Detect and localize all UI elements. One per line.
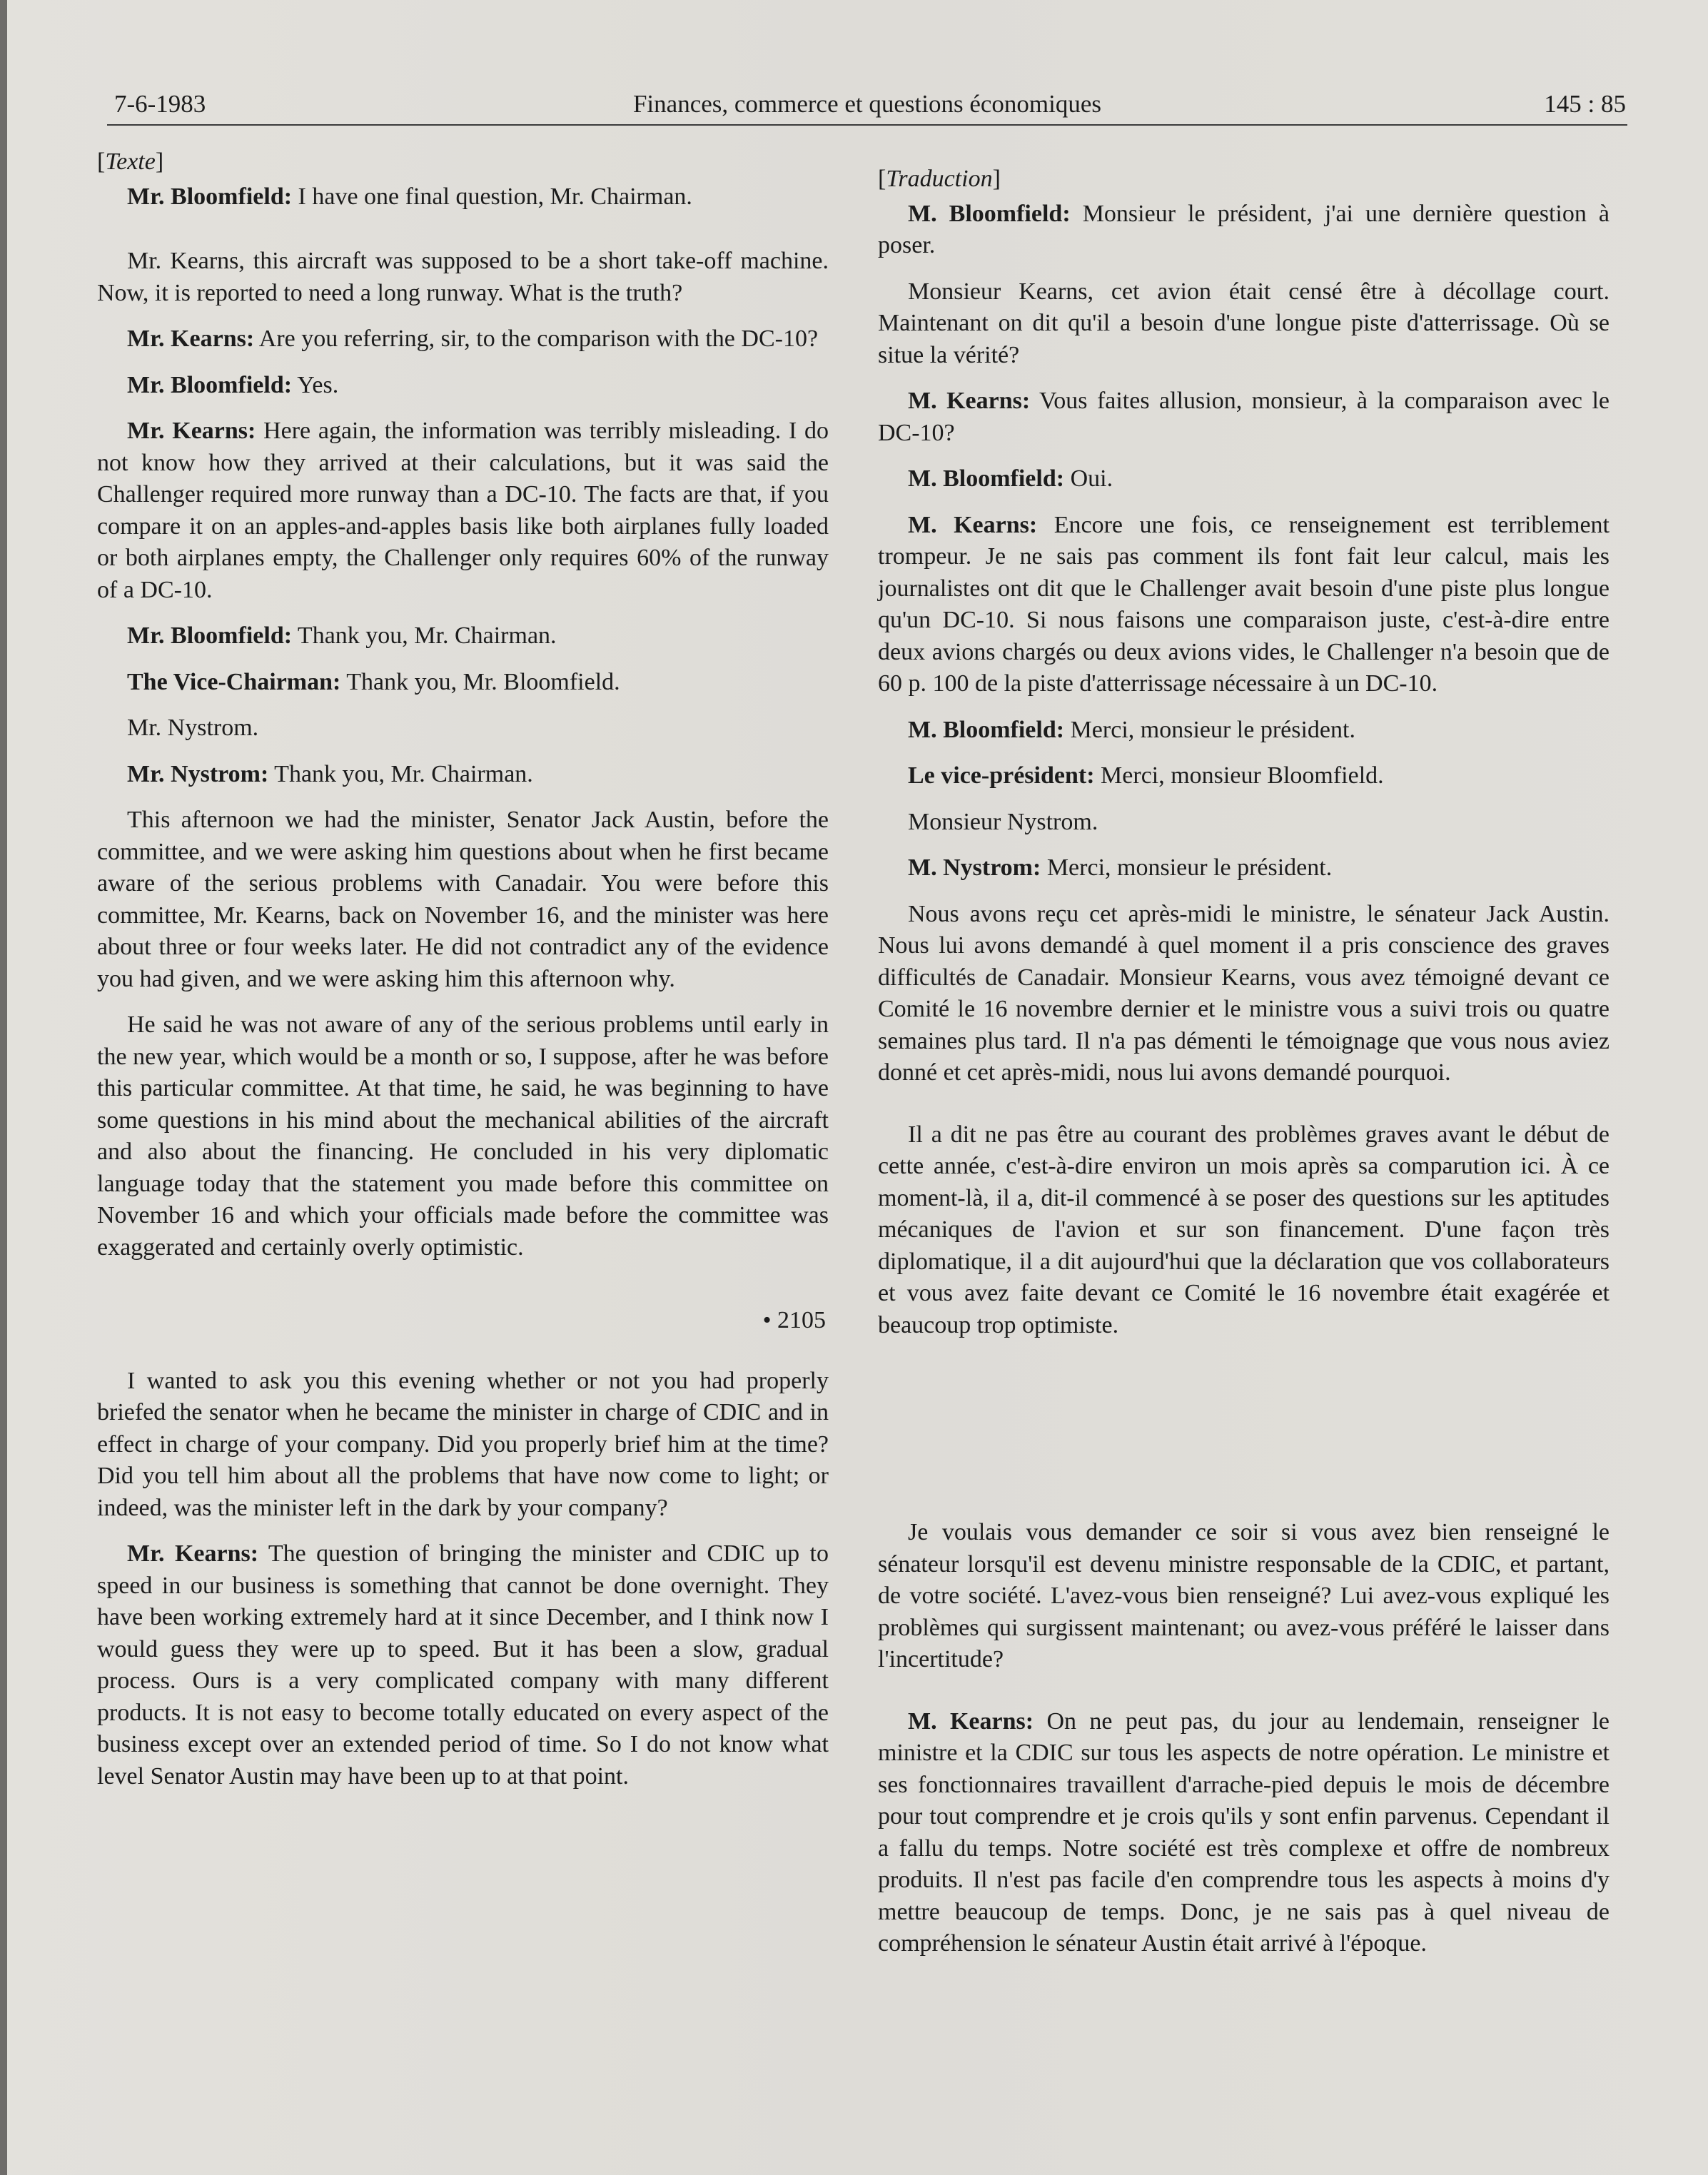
paragraph: Mr. Kearns: Are you referring, sir, to the comparison with the DC-10? xyxy=(127,326,819,352)
paragraph: Mr. Kearns: The question of bringing the minister and CDIC up to speed in our business is something that cannot be done overnight. They have been working extremely hard at it since December, and I think now I would guess they were up to speed. But it has been a slow, gradual process. Ours is a very complicated company with many different products. It is not easy to become totally educated on every aspect of the business except over an extended period of time. So I do not know what level Senator Austin may have been up to at that point. xyxy=(97,1540,829,1790)
paragraph: M. Bloomfield: Monsieur le président, j'ai une dernière question à poser. xyxy=(878,200,1610,258)
paragraph: Le vice-président: Merci, monsieur Bloomfield. xyxy=(908,762,1384,789)
paragraph: Nous avons reçu cet après-midi le ministre, le sénateur Jack Austin. Nous lui avons demandé à quel moment il a pris conscience des graves difficultés de Canadair. Monsieur Kearns, vous avez témoigné devant ce Comité le 16 novembre dernier et le ministre vous a suivi trois ou quatre semaines plus tard. Il n'a pas démenti le témoignage que vous nous aviez donné et cet après-midi, nous lui avons demandé pourquoi. xyxy=(878,900,1610,1086)
french-column xyxy=(878,146,1610,1960)
paragraph: Mr. Kearns: Here again, the information was terribly misleading. I do not know how they arrived at their calculations, but it was said the Challenger required more runway than a DC-10. The facts are that, if you compare it on an apples-and-apples basis like both airplanes fully loaded or both airplanes empty, the Challenger only requires 60% of the runway of a DC-10. xyxy=(97,418,829,603)
paragraph: M. Bloomfield: Oui. xyxy=(908,465,1113,492)
scanner-edge xyxy=(0,0,7,2175)
paragraph: Il a dit ne pas être au courant des problèmes graves avant le début de cette année, c'est-à-dire environ un mois après sa comparution ici. À ce moment-là, il a, dit-il commencé à se poser des questions sur les aptitudes mécaniques de l'avion et sur son financement. D'une façon très diplomatique, il a dit aujourd'hui que la déclaration que vos collaborateurs et vous avez faite devant ce Comité le 16 novembre était exagérée et beaucoup trop optimiste. xyxy=(878,1121,1610,1338)
paragraph: Mr. Nystrom: Thank you, Mr. Chairman. xyxy=(127,760,533,787)
paragraph: M. Kearns: Encore une fois, ce renseignement est terriblement trompeur. Je ne sais pas comment ils font fait leur calcul, mais les journalistes ont dit que le Challenger avait besoin d'une piste plus longue qu'un DC-10. Si nous faisons une comparaison juste, c'est-à-dire entre deux avions chargés ou deux avions vides, le Challenger n'a besoin que de 60 p. 100 de la piste d'atterrissage nécessaire à un DC-10. xyxy=(878,511,1610,697)
paragraph: M. Kearns: On ne peut pas, du jour au lendemain, renseigner le ministre et la CDIC sur tous les aspects de notre opération. Le ministre et ses fonctionnaires travaillent d'arrache-pied depuis le mois de décembre pour tout comprendre et je crois qu'ils y sont enfin parvenus. Cependant il a fallu du temps. Notre société est très complexe et offre de nombreux produits. Il n'est pas facile d'en comprendre tous les aspects à moins d'y mettre beaucoup de temps. Donc, je ne sais pas à quel niveau de compréhension le sénateur Austin était arrivé à l'époque. xyxy=(878,1707,1610,1957)
header-page-number: 145 : 85 xyxy=(1544,90,1626,118)
paragraph: This afternoon we had the minister, Senator Jack Austin, before the committee, and we were asking him questions about when he first became aware of the serious problems with Canadair. You were before this committee, Mr. Kearns, back on November 16, and the minister was here about three or four weeks later. He did not contradict any of the evidence you had given, and we were asking him this afternoon why. xyxy=(97,807,829,992)
paragraph: I wanted to ask you this evening whether or not you had properly briefed the senator when he became the minister in charge of CDIC and in effect in charge of your company. Did you properly brief him at the time? Did you tell him about all the problems that have now come to light; or indeed, was the minister left in the dark by your company? xyxy=(97,1367,829,1521)
paragraph: Mr. Bloomfield: Yes. xyxy=(127,371,339,398)
paragraph: Monsieur Kearns, cet avion était censé être à décollage court. Maintenant on dit qu'il a besoin d'une longue piste d'atterrissage. Où se situe la vérité? xyxy=(878,278,1610,368)
paragraph: Mr. Bloomfield: I have one final question, Mr. Chairman. xyxy=(127,183,692,210)
english-column xyxy=(97,146,829,1792)
paragraph: Mr. Nystrom. xyxy=(127,715,259,741)
running-header xyxy=(107,84,1627,126)
paragraph: M. Bloomfield: Merci, monsieur le président. xyxy=(908,716,1355,743)
paragraph: Je voulais vous demander ce soir si vous avez bien renseigné le sénateur lorsqu'il est devenu ministre responsable de la CDIC, et partant, de votre société. L'avez-vous bien renseigné? Lui avez-vous expliqué les problèmes qui surgissent maintenant; ou avez-vous préféré le laisser dans l'incertitude? xyxy=(878,1519,1610,1672)
paragraph: M. Nystrom: Merci, monsieur le président. xyxy=(908,854,1333,881)
paragraph: He said he was not aware of any of the serious problems until early in the new year, which would be a month or so, I suppose, after he was before this particular committee. At that time, he said, he was beginning to have some questions in his mind about the mechanical abilities of the aircraft and also about the financing. He concluded in his very diplomatic language today that the statement you made before this committee on November 16 and which your officials made before the committee was exaggerated and certainly overly optimistic. xyxy=(97,1011,829,1261)
time-marker: • 2105 xyxy=(762,1307,826,1333)
paragraph: M. Kearns: Vous faites allusion, monsieur, à la comparaison avec le DC-10? xyxy=(878,388,1610,446)
paragraph: Mr. Bloomfield: Thank you, Mr. Chairman. xyxy=(127,622,557,649)
paragraph: Monsieur Nystrom. xyxy=(908,808,1098,835)
header-date: 7-6-1983 xyxy=(114,90,206,118)
paragraph: The Vice-Chairman: Thank you, Mr. Bloomfield. xyxy=(127,668,620,695)
paragraph: Mr. Kearns, this aircraft was supposed to be a short take-off machine. Now, it is reported to need a long runway. What is the truth? xyxy=(97,248,829,306)
section-label-texte: [Texte] xyxy=(97,148,164,175)
section-label-traduction: [Traduction] xyxy=(878,166,1001,192)
header-title: Finances, commerce et questions économiques xyxy=(632,90,1102,118)
